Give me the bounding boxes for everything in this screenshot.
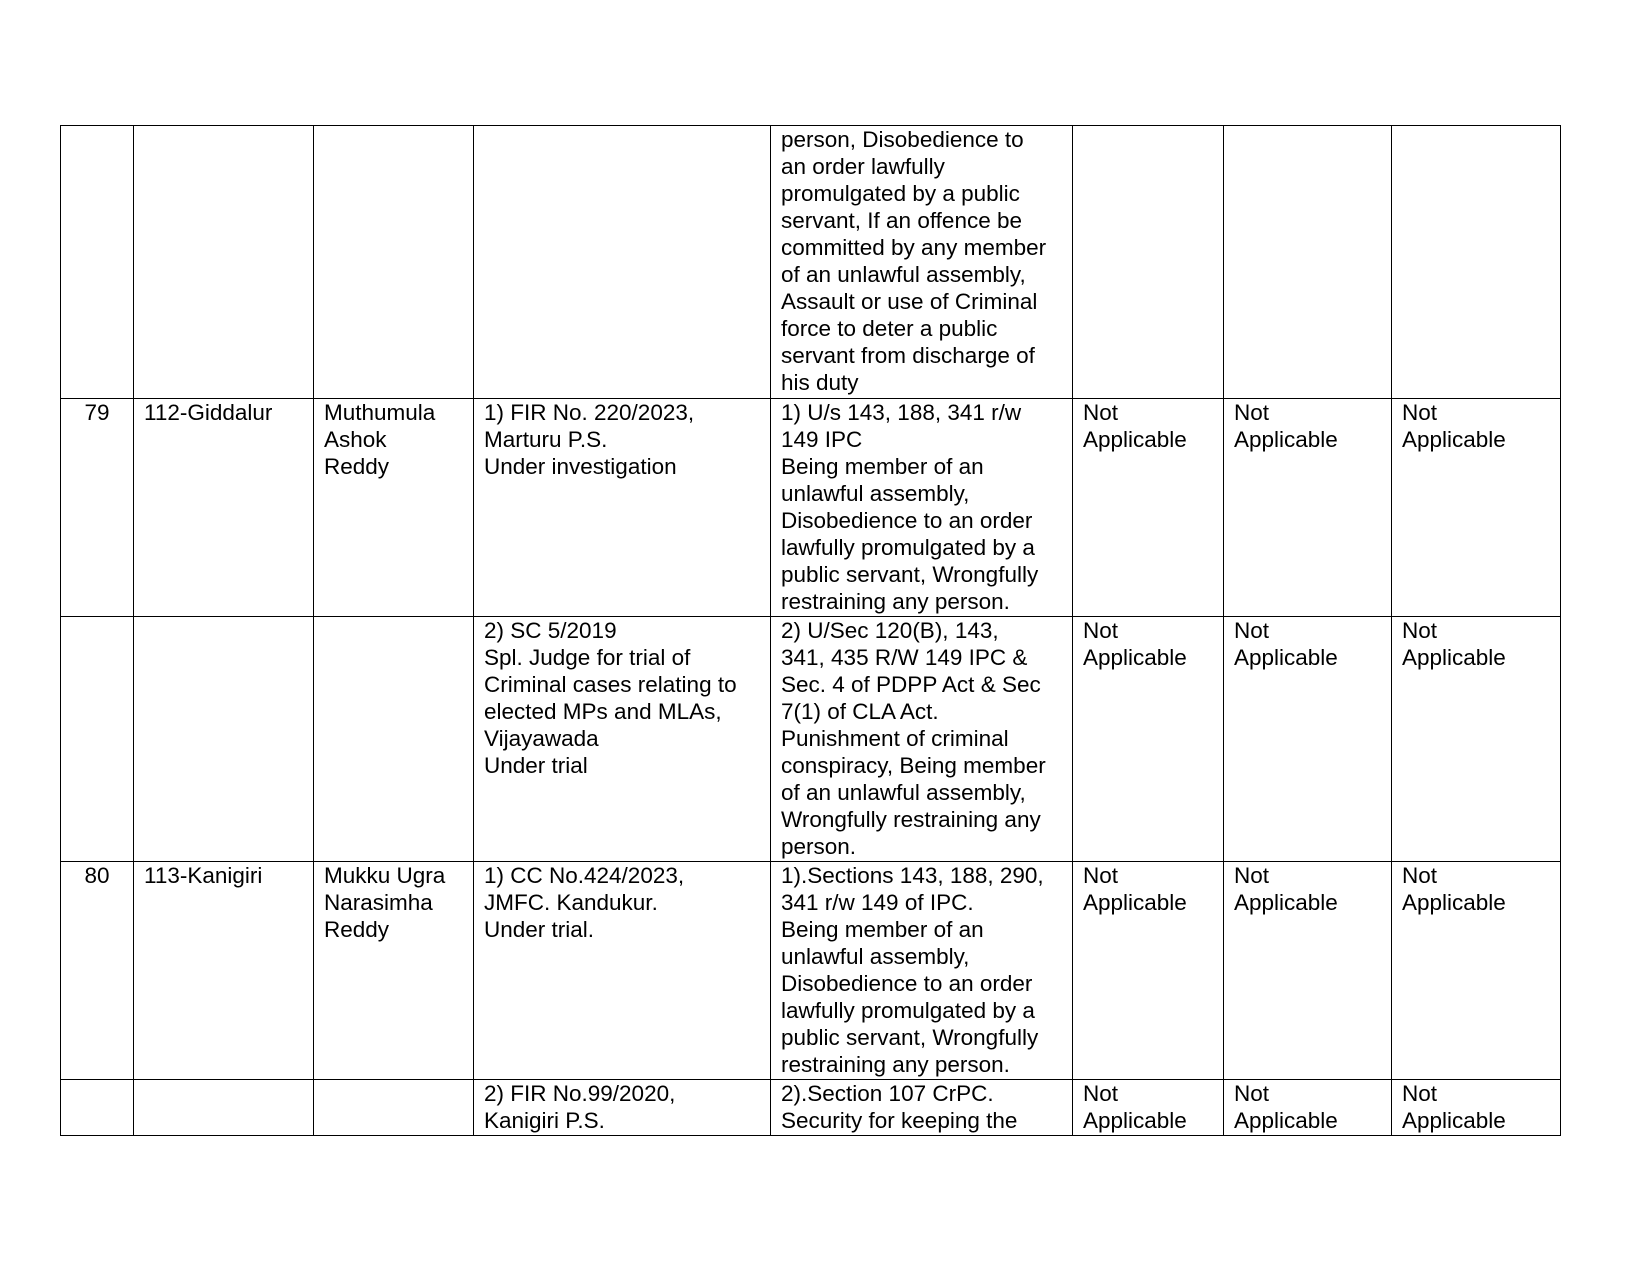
constituency-cell [134,126,314,399]
applicability-cell [1224,126,1392,399]
cases-table [60,125,1561,1136]
applicability-cell: Not Applicable [1073,399,1224,617]
sections-cell: 2).Section 107 CrPC. Security for keeping the [771,1080,1073,1136]
applicability-cell: Not Applicable [1073,1080,1224,1136]
sections-cell: 1) U/s 143, 188, 341 r/w 149 IPC Being member of an unlawful assembly, Disobedience to an order lawfully promulgated by a public servant, Wrongfully restraining any person. [771,399,1073,617]
candidate-name-cell [314,126,474,399]
table-row [61,617,1561,862]
constituency-cell: 113-Kanigiri [134,862,314,1080]
case-details-cell: 1) CC No.424/2023, JMFC. Kandukur. Under trial. [474,862,771,1080]
constituency-cell [134,617,314,862]
applicability-cell [1392,126,1561,399]
case-details-cell: 1) FIR No. 220/2023, Marturu P.S. Under investigation [474,399,771,617]
candidate-name-cell [314,617,474,862]
applicability-cell: Not Applicable [1224,617,1392,862]
serial-number-cell [61,1080,134,1136]
candidate-name-cell: Mukku Ugra Narasimha Reddy [314,862,474,1080]
applicability-cell: Not Applicable [1392,862,1561,1080]
applicability-cell: Not Applicable [1224,1080,1392,1136]
serial-number-cell: 79 [61,399,134,617]
case-details-cell: 2) SC 5/2019 Spl. Judge for trial of Criminal cases relating to elected MPs and MLAs, Vijayawada Under trial [474,617,771,862]
applicability-cell [1073,126,1224,399]
sections-cell: 2) U/Sec 120(B), 143, 341, 435 R/W 149 IPC & Sec. 4 of PDPP Act & Sec 7(1) of CLA Act. Punishment of criminal conspiracy, Being member of an unlawful assembly, Wrongfully restraining any person. [771,617,1073,862]
serial-number-cell [61,126,134,399]
serial-number-cell [61,617,134,862]
table-row [61,862,1561,1080]
table-row [61,126,1561,399]
candidate-name-cell [314,1080,474,1136]
table-row [61,1080,1561,1136]
applicability-cell: Not Applicable [1073,617,1224,862]
applicability-cell: Not Applicable [1392,1080,1561,1136]
case-details-cell: 2) FIR No.99/2020, Kanigiri P.S. [474,1080,771,1136]
serial-number-cell: 80 [61,862,134,1080]
applicability-cell: Not Applicable [1392,617,1561,862]
table-row [61,399,1561,617]
candidate-name-cell: Muthumula Ashok Reddy [314,399,474,617]
sections-cell: person, Disobedience to an order lawfully promulgated by a public servant, If an offence be committed by any member of an unlawful assembly, Assault or use of Criminal force to deter a public servant from discharge of his duty [771,126,1073,399]
applicability-cell: Not Applicable [1073,862,1224,1080]
applicability-cell: Not Applicable [1392,399,1561,617]
constituency-cell [134,1080,314,1136]
sections-cell: 1).Sections 143, 188, 290, 341 r/w 149 of IPC. Being member of an unlawful assembly, Disobedience to an order lawfully promulgated by a public servant, Wrongfully restraining any person. [771,862,1073,1080]
applicability-cell: Not Applicable [1224,399,1392,617]
constituency-cell: 112-Giddalur [134,399,314,617]
applicability-cell: Not Applicable [1224,862,1392,1080]
case-details-cell [474,126,771,399]
